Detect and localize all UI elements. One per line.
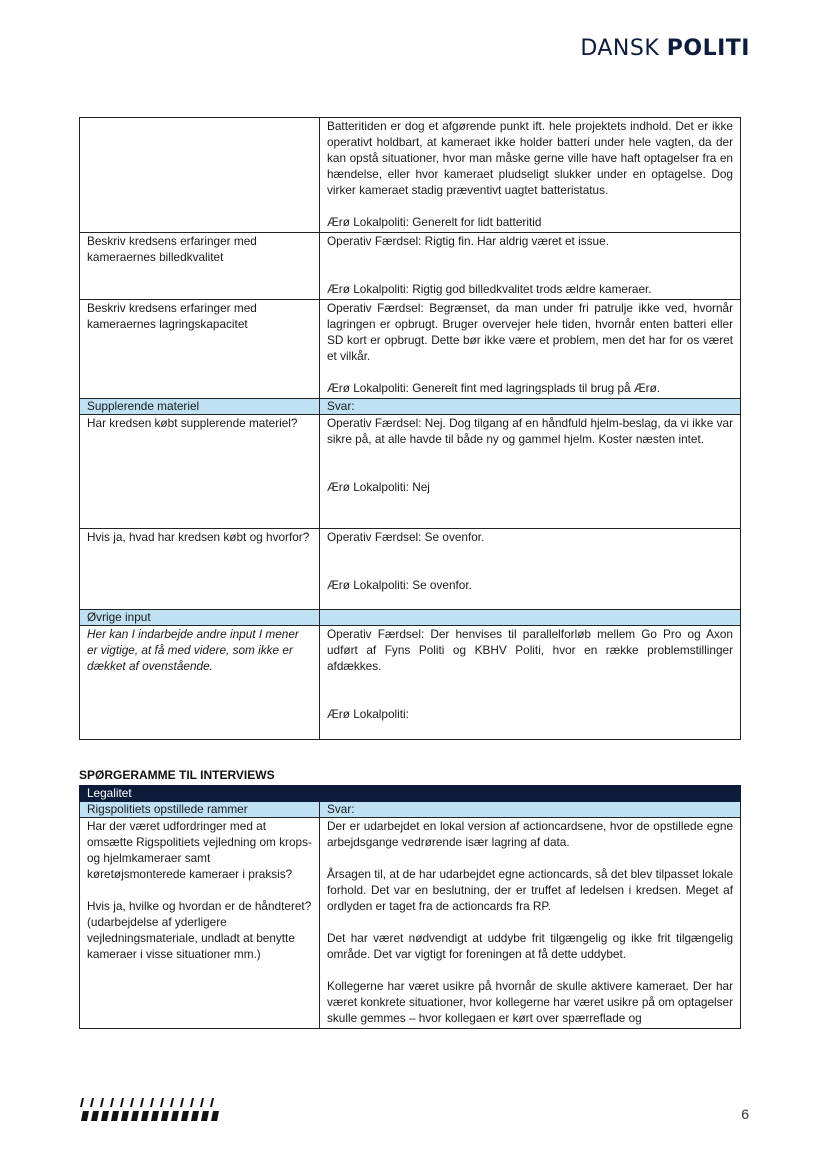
answer-cell [320, 818, 741, 1029]
answer-text: Årsagen til, at de har udarbejdet egne actioncards, så det blev tilpasset lokale forhold. Det var en beslutning, der er truffet af ledelsen i kredsen. Meget af ordlyden er taget fra de actioncards fra RP. [327, 867, 734, 913]
answer-text: Der er udarbejdet en lokal version af actioncardsene, hvor de opstillede egne arbejdsgange vedrørende især lagring af data. [327, 819, 734, 849]
footer-stripe-logo-icon [80, 1097, 220, 1123]
question-text: Har der været udfordringer med at omsætte Rigspolitiets vejledning om krops- og hjelmkameraer samt køretøjsmonterede kameraer i praksis? [87, 819, 312, 881]
question-cell [80, 818, 320, 1029]
question-text: Hvis ja, hvilke og hvordan er de håndteret? (udarbejdelse af yderligere vejledningsmateriale, undladt at benytte kameraer i visse situationer mm.) [87, 899, 312, 961]
question-cell: Hvis ja, hvad har kredsen købt og hvorfor? [80, 529, 320, 610]
answer-text: Operativ Færdsel: Nej. Dog tilgang af en håndfuld hjelm-beslag, da vi ikke var sikre på, at alle havde til både ny og gammel hjelm. Koster næsten intet. [327, 416, 733, 446]
answer-cell [320, 300, 741, 399]
answer-text: Operativ Færdsel: Der henvises til parallelforløb mellem Go Pro og Axon udført af Fyns Politi og KBHV Politi, hvor en række problemstillinger afdækkes. [327, 627, 733, 673]
question-cell [80, 118, 320, 233]
answer-text: Operativ Færdsel: Rigtig fin. Har aldrig været et issue. [327, 234, 609, 248]
interview-table [79, 785, 741, 1029]
section-row-rigspolitiet [80, 802, 741, 818]
answer-text: Ærø Lokalpoliti: Nej [327, 480, 430, 494]
section-answer-label [320, 610, 741, 626]
table-row [80, 233, 741, 300]
answer-cell [320, 529, 741, 610]
table-row [80, 415, 741, 529]
answer-text: Ærø Lokalpoliti: Se ovenfor. [327, 578, 472, 592]
question-cell: Beskriv kredsens erfaringer med kameraernes lagringskapacitet [80, 300, 320, 399]
answer-text: Ærø Lokalpoliti: Generelt for lidt batteritid [327, 215, 542, 229]
answer-cell [320, 118, 741, 233]
answer-text: Ærø Lokalpoliti: [327, 707, 409, 721]
section-label: Øvrige input [80, 610, 320, 626]
table-row [80, 818, 741, 1029]
question-cell: Her kan I indarbejde andre input I mener er vigtige, at få med videre, som ikke er dækket af ovenstående. [80, 626, 320, 740]
section-label: Rigspolitiets opstillede rammer [80, 802, 320, 818]
section-heading: SPØRGERAMME TIL INTERVIEWS [79, 768, 275, 782]
legality-header: Legalitet [80, 786, 741, 802]
page-number: 6 [741, 1106, 749, 1122]
section-row-supplementary [80, 399, 741, 415]
answer-text: Batteritiden er dog et afgørende punkt ift. hele projektets indhold. Det er ikke operativt holdbart, at kameraet ikke holder batteri under hele vagten, da der kan opstå situationer, hvor man måske gerne ville have haft optagelser fra en hændelse, eller hvor kameraet pludseligt slukker under en optagelse. Dog virker kameraet stadig præventivt uagtet batteristatus. [327, 119, 733, 197]
section-label: Supplerende materiel [80, 399, 320, 415]
answer-text: Operativ Færdsel: Begrænset, da man under fri patrulje ikke ved, hvornår lagringen er opbrugt. Bruger overvejer hele tiden, hvornår enten batteri eller SD kort er opbrugt. Dette bør ikke være et problem, men det har for os været et vilkår. [327, 301, 733, 363]
answer-text: Kollegerne har været usikre på hvornår de skulle aktivere kameraet. Der har været konkrete situationer, hvor kollegerne har været usikre på om optagelser skulle gemmes – hvor kollegaen er kørt over spærreflade og [327, 979, 734, 1025]
table-row [80, 118, 741, 233]
answer-cell [320, 415, 741, 529]
answer-cell [320, 233, 741, 300]
answer-text: Operativ Færdsel: Se ovenfor. [327, 530, 485, 544]
table-row [80, 529, 741, 610]
answer-cell [320, 626, 741, 740]
table-row [80, 300, 741, 399]
section-row-other-input [80, 610, 741, 626]
section-answer-label: Svar: [320, 802, 741, 818]
answer-text: Det har været nødvendigt at uddybe frit tilgængelig og ikke frit tilgængelig område. Det var vigtigt for foreningen at få dette uddybet. [327, 931, 734, 961]
answer-text: Ærø Lokalpoliti: Rigtig god billedkvalitet trods ældre kameraer. [327, 282, 652, 296]
table-row [80, 626, 741, 740]
logo-text-politi: POLITI [666, 36, 750, 61]
experience-table [79, 117, 741, 740]
dansk-politi-logo [580, 36, 750, 61]
question-cell: Har kredsen købt supplerende materiel? [80, 415, 320, 529]
answer-text: Ærø Lokalpoliti: Generelt fint med lagringsplads til brug på Ærø. [327, 381, 661, 395]
section-answer-label: Svar: [320, 399, 741, 415]
question-cell: Beskriv kredsens erfaringer med kameraernes billedkvalitet [80, 233, 320, 300]
table-header-legality [80, 786, 741, 802]
logo-text-dansk: DANSK [580, 36, 667, 61]
